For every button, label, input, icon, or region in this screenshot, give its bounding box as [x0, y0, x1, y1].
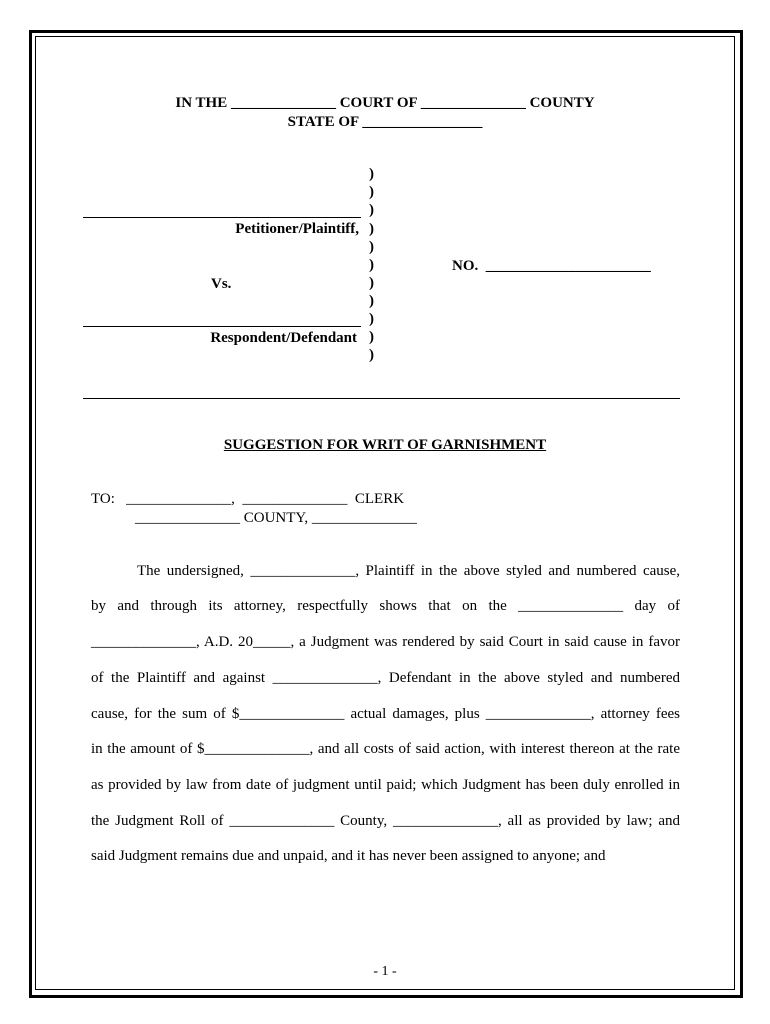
body-line: by and through its attorney, respectfully shows that on the ______________ day of — [91, 598, 680, 614]
body-line: the Judgment Roll of ______________ County, ______________, all as provided by law; and — [91, 813, 680, 829]
body-line: said Judgment remains due and unpaid, and it has never been assigned to anyone; and — [91, 848, 606, 864]
paren: ) — [369, 239, 374, 255]
body-line: of the Plaintiff and against ______________, Defendant in the above styled and numbered — [91, 670, 680, 686]
paren: ) — [369, 275, 374, 291]
body-line: in the amount of $______________, and all costs of said action, with interest thereon at the rate — [91, 741, 680, 757]
page-number: - 1 - — [373, 964, 397, 979]
body-line: as provided by law from date of judgment until paid; which Judgment has been duly enrolled in — [91, 777, 680, 793]
to-line2: ______________ COUNTY, ______________ — [135, 510, 417, 526]
body-line: The undersigned, ______________, Plaintiff in the above styled and numbered cause, — [137, 563, 680, 579]
paren: ) — [369, 329, 374, 345]
body-line: cause, for the sum of $______________ actual damages, plus ______________, attorney fees — [91, 706, 680, 722]
court-header-line1: IN THE ______________ COURT OF ______________ COUNTY — [175, 95, 595, 111]
versus-label: Vs. — [211, 276, 232, 292]
document-title: SUGGESTION FOR WRIT OF GARNISHMENT — [223, 437, 547, 453]
paren: ) — [369, 257, 374, 273]
body-line: ______________, A.D. 20_____, a Judgment was rendered by said Court in said cause in favor — [91, 634, 680, 650]
petitioner-name-line — [83, 217, 361, 218]
court-header-line2: STATE OF ________________ — [287, 114, 483, 130]
respondent-name-line — [83, 326, 361, 327]
caption-separator-line — [83, 398, 680, 399]
respondent-label: Respondent/Defendant — [210, 330, 357, 346]
paren: ) — [369, 293, 374, 309]
paren: ) — [369, 347, 374, 363]
case-number: NO. ______________________ — [452, 258, 651, 274]
paren: ) — [369, 311, 374, 327]
to-line1: TO: ______________, ______________ CLERK — [91, 491, 405, 507]
paren: ) — [369, 166, 374, 182]
paren: ) — [369, 184, 374, 200]
paren: ) — [369, 202, 374, 218]
paren: ) — [369, 221, 374, 237]
petitioner-label: Petitioner/Plaintiff, — [235, 221, 359, 237]
